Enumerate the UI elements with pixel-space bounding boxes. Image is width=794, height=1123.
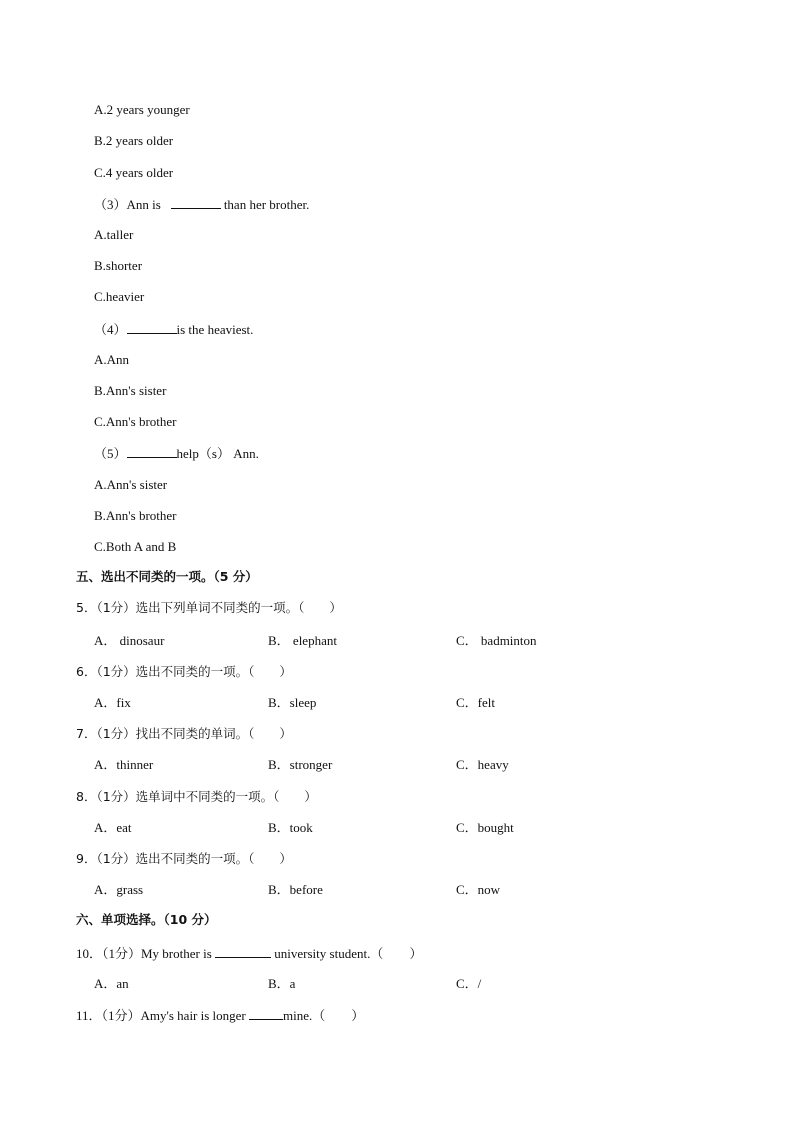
question-11: [76, 1006, 364, 1025]
sub-question-3: [94, 195, 309, 214]
question-stem: 5．（1分）选出下列单词不同类的一项。（ ）: [76, 600, 342, 615]
question-suffix: university student.（ ）: [271, 946, 423, 961]
choice-b: B．stronger: [268, 757, 333, 772]
section-heading: 五、选出不同类的一项。（5 分）: [76, 569, 258, 584]
choice-a: A．thinner: [94, 757, 154, 772]
sub-question-suffix: help（s） Ann.: [176, 446, 259, 461]
choice-a: A．grass: [94, 882, 144, 897]
choice-b: B．took: [268, 820, 313, 835]
question-stem: 9．（1分）选出不同类的一项。（ ）: [76, 851, 292, 866]
option-text: C.4 years older: [94, 165, 174, 180]
choice-c: C．bought: [456, 820, 514, 835]
choice-b: B． elephant: [268, 633, 337, 648]
option-text: A.Ann's sister: [94, 477, 168, 492]
sub-question-prefix: （4）: [94, 322, 127, 337]
answer-blank: [215, 944, 271, 958]
option-text: A.2 years younger: [94, 102, 190, 117]
choice-c: C．felt: [456, 695, 495, 710]
sub-question-5: [94, 444, 259, 463]
sub-question-prefix: （5）: [94, 446, 127, 461]
choice-c: C．now: [456, 882, 501, 897]
sub-question-suffix: than her brother.: [220, 197, 310, 212]
option-text: C.Ann's brother: [94, 414, 177, 429]
choice-c: C．heavy: [456, 757, 509, 772]
question-prefix: 10．（1分）My brother is: [76, 946, 212, 961]
question-prefix: 11．（1分）Amy's hair is longer: [76, 1008, 246, 1023]
sub-question-4: [94, 320, 253, 339]
choice-b: B．sleep: [268, 695, 317, 710]
option-text: B.shorter: [94, 258, 143, 273]
sub-question-suffix: is the heaviest.: [176, 322, 254, 337]
answer-blank: [171, 195, 221, 209]
answer-blank: [127, 444, 177, 458]
question-suffix: mine.（ ）: [283, 1008, 365, 1023]
choice-a: A． dinosaur: [94, 633, 165, 648]
choice-c: C． badminton: [456, 633, 537, 648]
option-text: C.Both A and B: [94, 539, 177, 554]
option-text: B.2 years older: [94, 133, 174, 148]
choice-b: B．before: [268, 882, 323, 897]
choice-c: C．/: [456, 976, 482, 991]
option-text: B.Ann's sister: [94, 383, 167, 398]
question-stem: 8．（1分）选单词中不同类的一项。（ ）: [76, 789, 317, 804]
choice-a: A．an: [94, 976, 129, 991]
answer-blank: [127, 320, 177, 334]
sub-question-prefix: （3）Ann is: [94, 197, 161, 212]
question-stem: 6．（1分）选出不同类的一项。（ ）: [76, 664, 292, 679]
option-text: B.Ann's brother: [94, 508, 177, 523]
choice-a: A．eat: [94, 820, 132, 835]
question-10: [76, 944, 422, 963]
answer-blank: [249, 1006, 283, 1020]
choice-a: A．fix: [94, 695, 131, 710]
choice-b: B．a: [268, 976, 296, 991]
option-text: C.heavier: [94, 289, 145, 304]
question-stem: 7．（1分）找出不同类的单词。（ ）: [76, 726, 292, 741]
section-heading: 六、单项选择。（10 分）: [76, 912, 217, 927]
option-text: A.taller: [94, 227, 134, 242]
option-text: A.Ann: [94, 352, 130, 367]
